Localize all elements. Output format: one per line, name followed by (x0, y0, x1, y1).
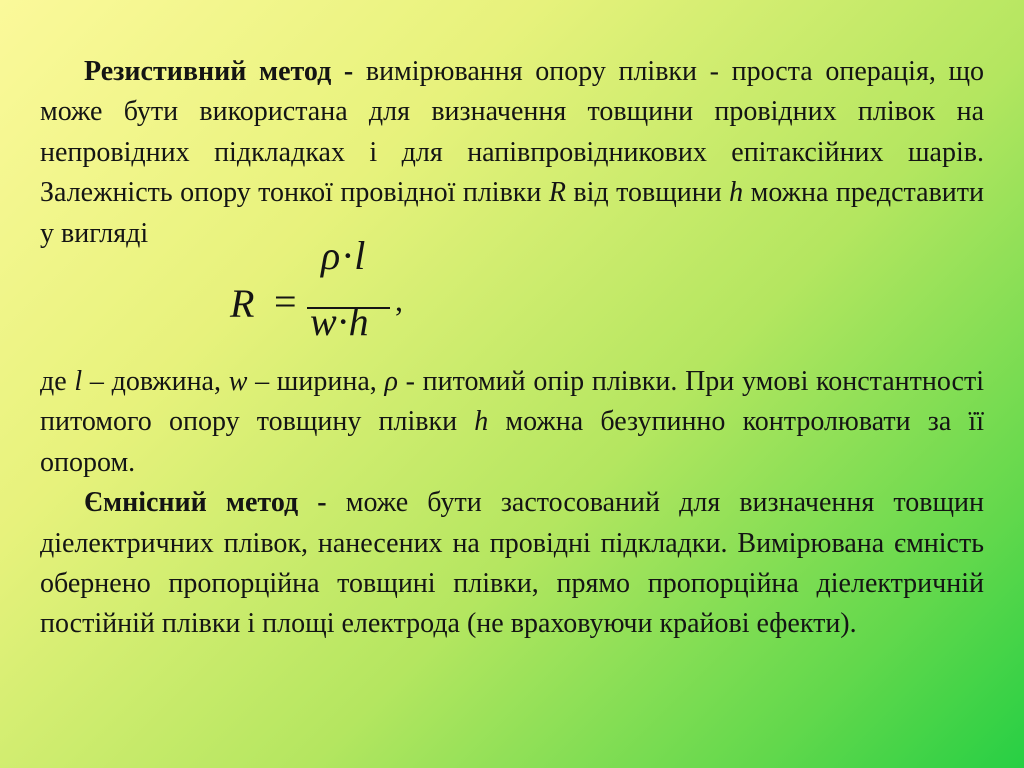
definitions-text-2: – довжина, (82, 366, 229, 398)
formula-comma: , (395, 282, 403, 319)
resistive-text-2: від товщини (565, 177, 730, 209)
formula-lhs: R (230, 281, 255, 327)
resistive-text-1: вимірювання опору плівки - проста операція, що може бути використана для визначення товщини провідних плівок на непровідних підкладках і для напівпровідникових епітаксійних шарів. Залежність опору тонкої провідної плівки (40, 56, 985, 209)
capacitive-text: може бути застосований для визначення товщин діелектричних плівок, нанесених на провідні підкладки. Вимірювана ємність обернено пропорційна товщині плівки, прямо пропорційна діелектричній постійній плівки і площі електрода (не враховуючи крайові ефекти). (40, 487, 984, 640)
definitions-text-1: де (40, 366, 75, 398)
formula-numerator: ρ·l (321, 233, 368, 279)
definitions-text-3: – ширина, (247, 366, 385, 398)
definitions-text-4: - питомий опір плівки. При умові константності питомого опору товщину плівки (40, 366, 984, 438)
resistance-formula (40, 233, 984, 360)
formula-denominator: w·h (310, 299, 370, 345)
slide-content (40, 52, 984, 645)
capacitive-method-term: Ємнісний метод - (84, 487, 327, 519)
capacitive-method-paragraph (40, 483, 984, 645)
definitions-paragraph (40, 362, 984, 483)
variable-w: w (228, 366, 248, 398)
formula-equals: = (274, 279, 297, 325)
variable-h-2: h (474, 406, 489, 438)
resistive-method-paragraph (40, 52, 984, 254)
variable-h: h (729, 177, 744, 209)
definitions-text-5: можна безупинно контролювати за її опором. (40, 406, 984, 478)
variable-rho: ρ (384, 366, 398, 398)
resistive-text-3: можна представити у вигляді (40, 177, 984, 249)
variable-l: l (74, 366, 83, 398)
resistive-method-term: Резистивний метод - (84, 56, 354, 87)
variable-R: R (548, 177, 566, 209)
